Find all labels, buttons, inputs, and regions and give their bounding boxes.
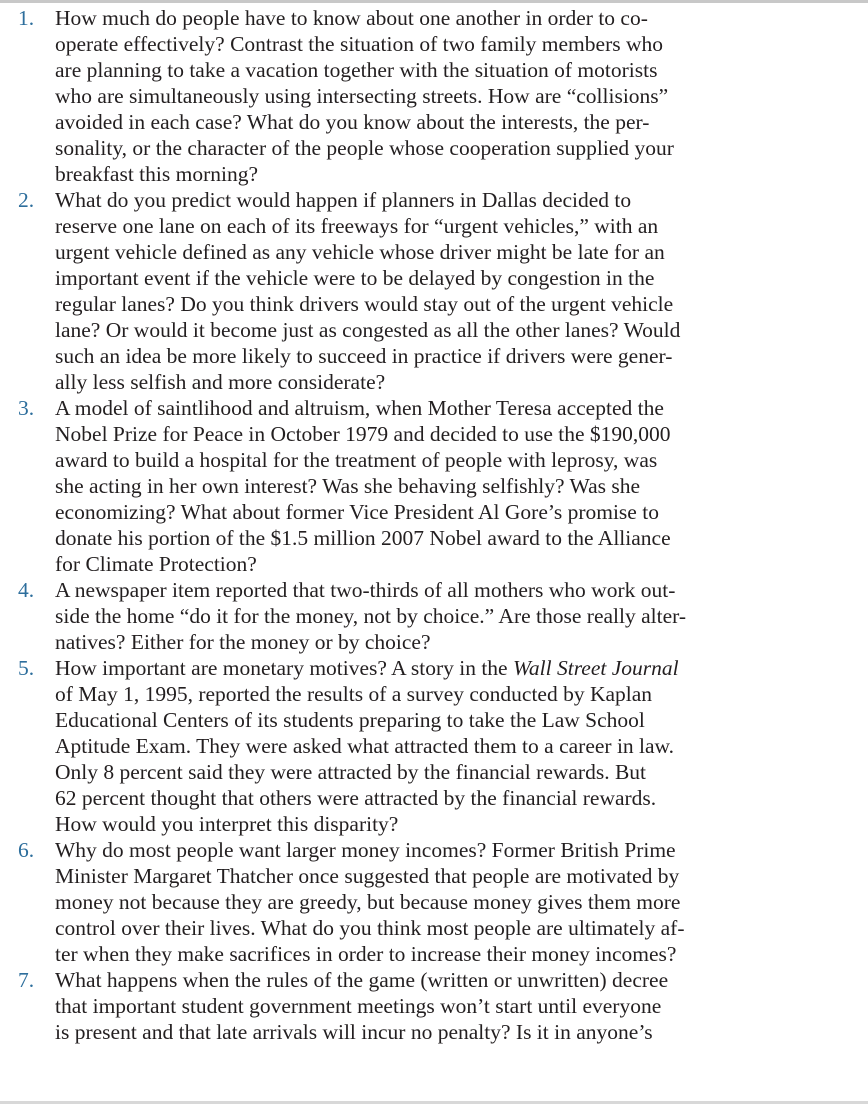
text-line: Why do most people want larger money incomes? Former British Prime [55, 838, 676, 862]
question-number: 5. [18, 656, 35, 680]
text-line: side the home “do it for the money, not by choice.” Are those really alter- [55, 604, 687, 628]
question-3 [0, 395, 868, 577]
text-line: who are simultaneously using intersecting streets. How are “collisions” [55, 84, 669, 108]
question-text [55, 967, 855, 1045]
text-line: ally less selfish and more considerate? [55, 370, 386, 394]
text-line: is present and that late arrivals will incur no penalty? Is it in anyone’s [55, 1020, 653, 1044]
question-text [55, 395, 855, 577]
text-line: operate effectively? Contrast the situation of two family members who [55, 32, 663, 56]
text-line: are planning to take a vacation together with the situation of motorists [55, 58, 658, 82]
question-number: 7. [18, 968, 35, 992]
text-line: such an idea be more likely to succeed in practice if drivers were gener- [55, 344, 673, 368]
text-line: 62 percent thought that others were attracted by the financial rewards. [55, 786, 657, 810]
text-line: for Climate Protection? [55, 552, 257, 576]
text-line: Nobel Prize for Peace in October 1979 and decided to use the $190,000 [55, 422, 671, 446]
text-line: breakfast this morning? [55, 162, 259, 186]
question-text [55, 5, 855, 187]
text-line [55, 655, 855, 681]
question-number: 6. [18, 838, 35, 862]
question-5 [0, 655, 868, 837]
question-text [55, 187, 855, 395]
question-7 [0, 967, 868, 1045]
text-line: lane? Or would it become just as congested as all the other lanes? Would [55, 318, 681, 342]
text-line: she acting in her own interest? Was she behaving selfishly? Was she [55, 474, 641, 498]
text-line: Aptitude Exam. They were asked what attracted them to a career in law. [55, 734, 675, 758]
question-6 [0, 837, 868, 967]
text-line: natives? Either for the money or by choice? [55, 630, 431, 654]
text-line: How would you interpret this disparity? [55, 812, 399, 836]
question-1 [0, 5, 868, 187]
text-line: A model of saintlihood and altruism, when Mother Teresa accepted the [55, 396, 664, 420]
question-text [55, 655, 855, 837]
question-2 [0, 187, 868, 395]
text-line: award to build a hospital for the treatment of people with leprosy, was [55, 448, 658, 472]
text-line: Educational Centers of its students preparing to take the Law School [55, 708, 645, 732]
top-rule [0, 0, 868, 3]
text-line: What happens when the rules of the game (written or unwritten) decree [55, 968, 669, 992]
text-line: What do you predict would happen if planners in Dallas decided to [55, 188, 632, 212]
text-line: A newspaper item reported that two-thirds of all mothers who work out- [55, 578, 676, 602]
text-line: important event if the vehicle were to be delayed by congestion in the [55, 266, 655, 290]
text-line: of May 1, 1995, reported the results of a survey conducted by Kaplan [55, 682, 653, 706]
publication-title: Wall Street Journal [512, 656, 679, 680]
text-line: control over their lives. What do you think most people are ultimately af- [55, 916, 685, 940]
question-text [55, 837, 855, 967]
text-line: regular lanes? Do you think drivers would stay out of the urgent vehicle [55, 292, 674, 316]
text-line: economizing? What about former Vice President Al Gore’s promise to [55, 500, 659, 524]
text-line: donate his portion of the $1.5 million 2007 Nobel award to the Alliance [55, 526, 671, 550]
text-segment: How important are monetary motives? A story in the [55, 656, 513, 680]
question-4 [0, 577, 868, 655]
text-line: Only 8 percent said they were attracted by the financial rewards. But [55, 760, 647, 784]
text-line: that important student government meetings won’t start until everyone [55, 994, 662, 1018]
question-text [55, 577, 855, 655]
question-list [0, 5, 868, 1045]
text-line: ter when they make sacrifices in order to increase their money incomes? [55, 942, 677, 966]
text-line: urgent vehicle defined as any vehicle whose driver might be late for an [55, 240, 665, 264]
text-line: reserve one lane on each of its freeways for “urgent vehicles,” with an [55, 214, 659, 238]
text-line: How much do people have to know about one another in order to co- [55, 6, 648, 30]
question-number: 3. [18, 396, 35, 420]
text-line: Minister Margaret Thatcher once suggested that people are motivated by [55, 864, 680, 888]
text-line: sonality, or the character of the people whose cooperation supplied your [55, 136, 674, 160]
question-number: 1. [18, 6, 35, 30]
text-line: avoided in each case? What do you know about the interests, the per- [55, 110, 650, 134]
question-number: 2. [18, 188, 35, 212]
question-number: 4. [18, 578, 35, 602]
text-line: money not because they are greedy, but because money gives them more [55, 890, 681, 914]
